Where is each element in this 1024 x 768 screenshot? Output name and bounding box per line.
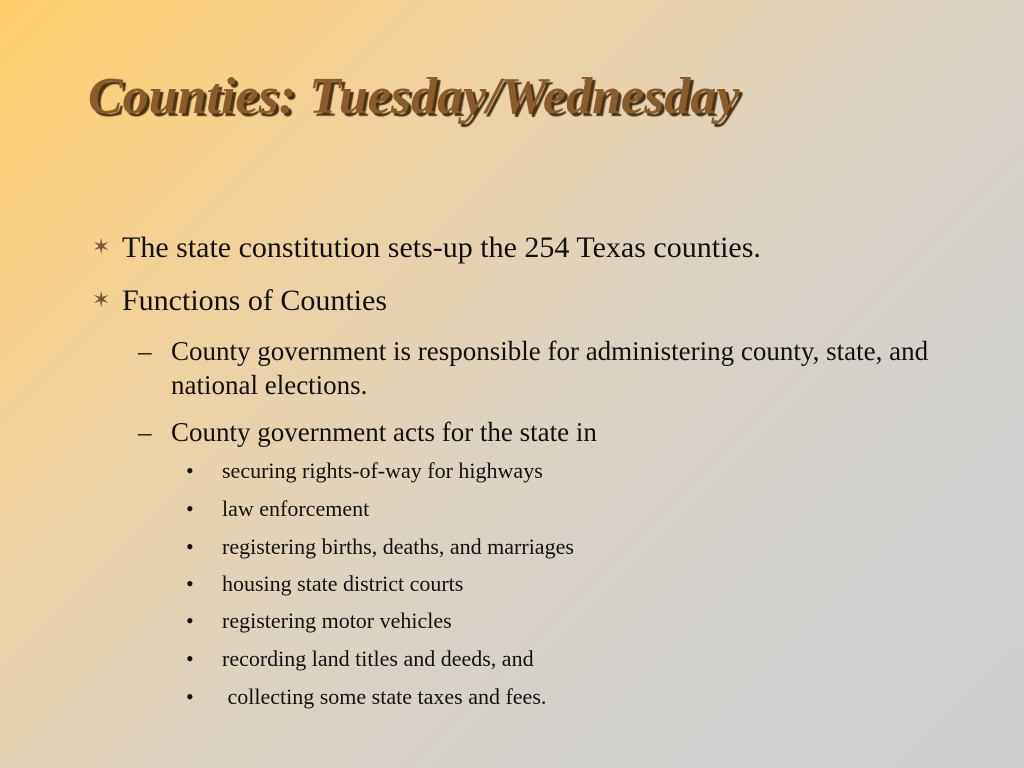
list-item-text: recording land titles and deeds, and bbox=[222, 646, 534, 671]
sub-bullet-item bbox=[138, 415, 1008, 449]
list-item-text: housing state district courts bbox=[222, 571, 464, 596]
bullet-marker: • bbox=[186, 571, 194, 596]
dash-marker: – bbox=[138, 336, 152, 366]
slide-title: Counties: Tuesday/Wednesday bbox=[88, 68, 740, 125]
list-item bbox=[186, 683, 546, 711]
star-bullet-icon: ✶ bbox=[92, 287, 111, 312]
bullet-marker: • bbox=[186, 534, 194, 559]
bullet-text: The state constitution sets-up the 254 Texas counties. bbox=[122, 231, 761, 264]
dash-marker: – bbox=[138, 417, 152, 447]
list-item-text: registering births, deaths, and marriages bbox=[222, 534, 574, 559]
bullet-marker: • bbox=[186, 646, 194, 671]
list-item bbox=[186, 570, 463, 598]
bullet-marker: • bbox=[186, 684, 194, 709]
bullet-marker: • bbox=[186, 496, 194, 521]
list-item bbox=[186, 533, 574, 561]
list-item-text: securing rights-of-way for highways bbox=[222, 458, 543, 483]
bullet-item bbox=[92, 283, 387, 318]
list-item-text: collecting some state taxes and fees. bbox=[222, 684, 547, 709]
list-item bbox=[186, 457, 543, 485]
bullet-item bbox=[92, 230, 761, 265]
sub-bullet-text: County government acts for the state in bbox=[171, 417, 597, 447]
bullet-marker: • bbox=[186, 458, 194, 483]
list-item-text: registering motor vehicles bbox=[222, 608, 452, 633]
sub-bullet-item bbox=[138, 334, 1008, 402]
list-item-text: law enforcement bbox=[222, 496, 370, 521]
list-item bbox=[186, 607, 452, 635]
bullet-text: Functions of Counties bbox=[122, 284, 388, 317]
list-item bbox=[186, 495, 369, 523]
bullet-marker: • bbox=[186, 608, 194, 633]
sub-bullet-text: County government is responsible for administering county, state, and national elections. bbox=[171, 336, 929, 400]
star-bullet-icon: ✶ bbox=[92, 234, 111, 259]
list-item bbox=[186, 645, 534, 673]
